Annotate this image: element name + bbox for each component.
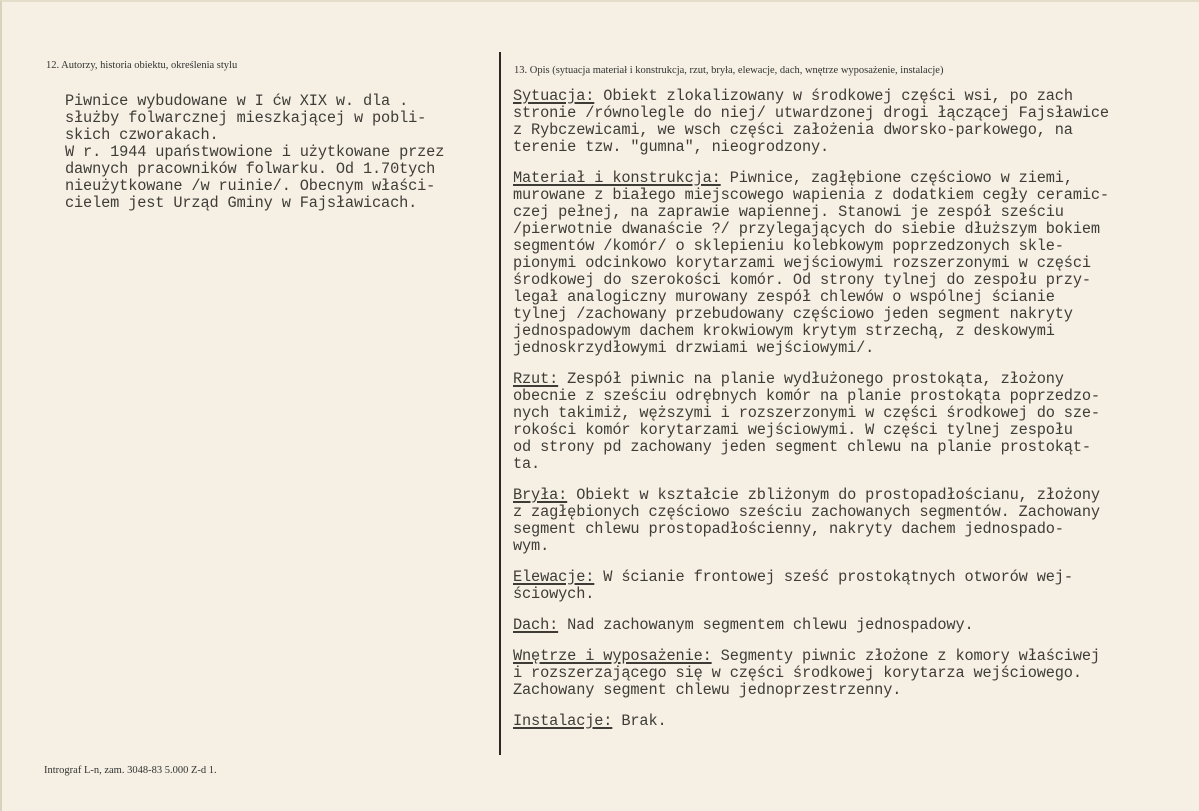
- section-label: Materiał i konstrukcja:: [513, 169, 721, 187]
- column-divider: [499, 52, 501, 755]
- section-instalacje: [513, 713, 1173, 730]
- section-rzut: [513, 371, 1173, 473]
- left-column-header: 12. Autorzy, historia obiektu, określenia stylu: [46, 60, 238, 71]
- section-label: Instalacje:: [513, 712, 613, 730]
- section-dach: [513, 617, 1173, 634]
- section-wnetrze: [513, 648, 1173, 699]
- section-text: Piwnice, zagłębione częściowo w ziemi, murowane z białego miejscowego wapienia z dodatkiem cegły ceramic- czej pełnej, na zaprawie wapiennej. Stanowi je zespół sześciu /pierwotnie dwanaście ?/ przylegających do siebie dłuższym bokiem segmentów /komór/ o sklepieniu kolebkowym poprzedzonych skle- pionymi odcinkowo korytarzami wejściowymi rozszerzonymi w części środkowej do szerokości komór. Od strony tylnej do zespołu przy- legał analogiczny murowany zespół chlewów o wspólnej ścianie tylnej /zachowany przebudowany częściowo jeden segment nakryty jednospadowym dachem krokwiowym krytym strzechą, z deskowymi jednoskrzydłowymi drzwiami wejściowymi/.: [513, 169, 1109, 357]
- section-label: Dach:: [513, 616, 559, 634]
- section-text: Brak.: [612, 712, 667, 730]
- section-label: Wnętrze i wyposażenie:: [513, 647, 712, 665]
- section-elewacje: [513, 569, 1173, 603]
- section-material: [513, 170, 1173, 357]
- section-text: Zespół piwnic na planie wydłużonego prostokąta, złożony obecnie z sześciu odrębnych komór na planie prostokąta poprzedzo- nych takimiż, węższymi i rozszerzonymi w części środkowej do sze- rokości komór korytarzami wejściowymi. W części tylnej zespołu od strony pd zachowany jeden segment chlewu na planie prostokąt- ta.: [513, 370, 1100, 473]
- section-text: Nad zachowanym segmentem chlewu jednospadowy.: [558, 616, 974, 634]
- section-label: Elewacje:: [513, 568, 595, 586]
- section-sytuacja: [513, 88, 1173, 156]
- section-label: Sytuacja:: [513, 87, 595, 105]
- section-label: Rzut:: [513, 370, 559, 388]
- section-text: W ścianie frontowej sześć prostokątnych otworów wej- ściowych.: [513, 568, 1073, 603]
- printer-footer: Intrograf L-n, zam. 3048-83 5.000 Z-d 1.: [44, 765, 217, 776]
- description-column: [513, 88, 1173, 744]
- section-bryla: [513, 487, 1173, 555]
- section-label: Bryła:: [513, 486, 568, 504]
- section-text: Segmenty piwnic złożone z komory właściwej i rozszerzającego się w części środkowej korytarza wejściowego. Zachowany segment chlewu jednoprzestrzenny.: [513, 647, 1100, 699]
- right-column-header: 13. Opis (sytuacja materiał i konstrukcja, rzut, bryła, elewacje, dach, wnętrze wyposażenie, instalacje): [514, 65, 944, 76]
- section-text: Obiekt w kształcie zbliżonym do prostopadłościanu, złożony z zagłębionych częściowo sześciu zachowanych segmentów. Zachowany segment chlewu prostopadłościenny, nakryty dachem jednospado- wym.: [513, 486, 1100, 555]
- section-text: Obiekt zlokalizowany w środkowej części wsi, po zach stronie /równolegle do niej/ utwardzonej drogi łączącej Fajsławice z Rybczewicami, we wsch części założenia dworsko-parkowego, na terenie tzw. "gumna", nieogrodzony.: [513, 87, 1109, 156]
- history-text: Piwnice wybudowane w I ćw XIX w. dla . służby folwarcznej mieszkającej w pobli- skich czworakach. W r. 1944 upaństwowione i użytkowane przez dawnych pracowników folwarku. Od 1.70tych nieużytkowane /w ruinie/. Obecnym właści- cielem jest Urząd Gminy w Fajsławicach.: [65, 92, 445, 212]
